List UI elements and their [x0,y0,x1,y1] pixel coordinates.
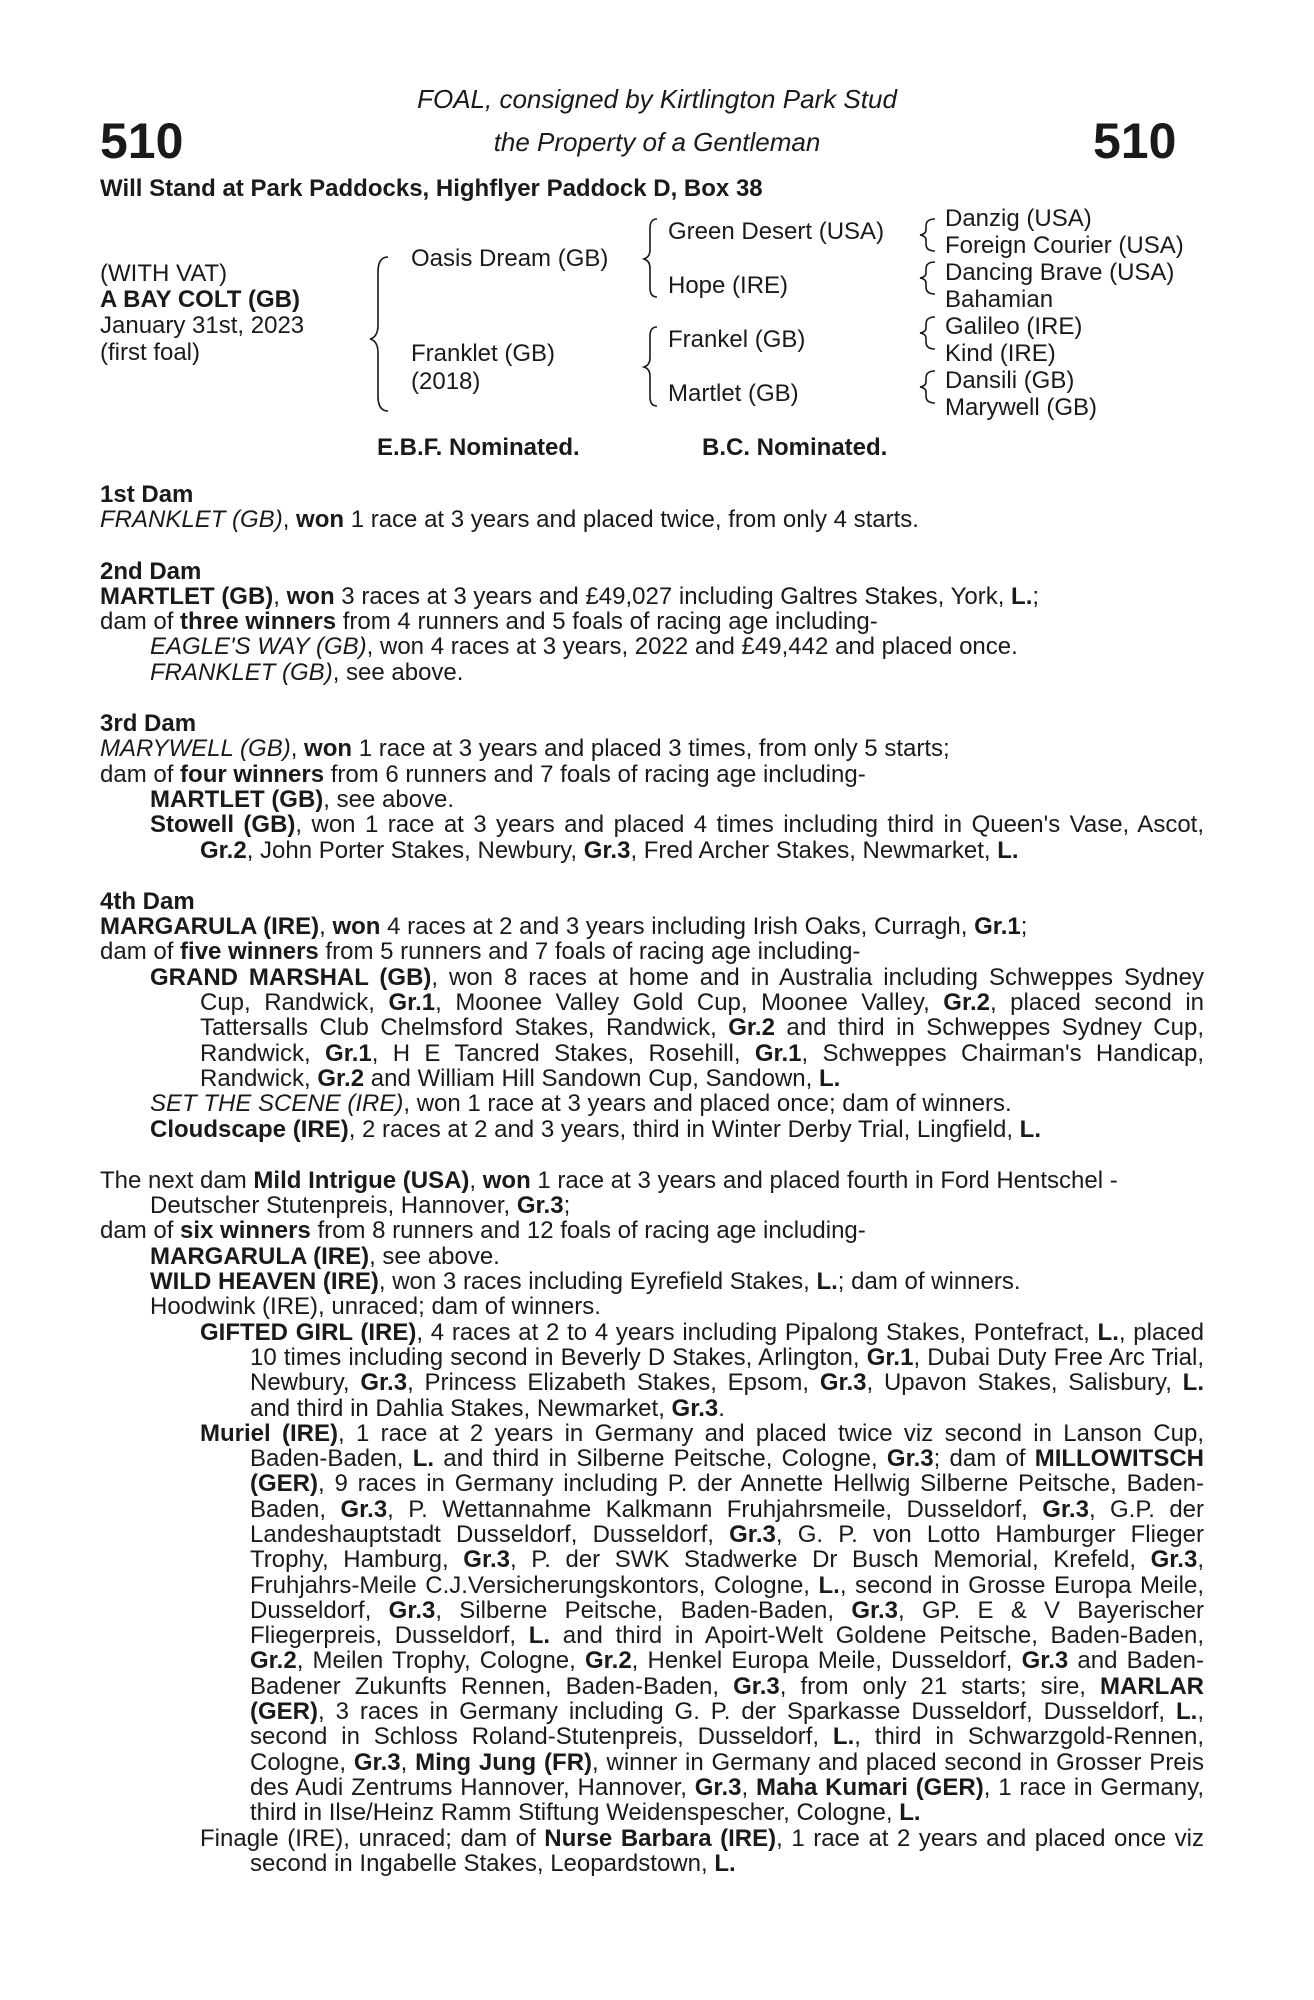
pedigree-sds: Dancing Brave (USA) [945,259,1175,286]
bold-text: won [332,913,381,941]
stand-location: Will Stand at Park Paddocks, Highflyer Paddock D, Box 38 [100,175,763,202]
text-line [100,939,1204,964]
catalogue-body [100,482,1204,1902]
text-run: , second in Grosse Europa Meile, Dusseldorf, [250,1571,1204,1624]
bold-text: L. [1097,1318,1119,1346]
bold-text: Gr.3 [388,1596,436,1624]
text-run: , from only 21 starts; sire, [779,1672,1101,1700]
bold-text: Gr.2 [250,1647,297,1675]
text-run: , Silberne Peitsche, Baden-Baden, [435,1596,852,1624]
bold-text: GRAND MARSHAL (GB) [150,963,432,991]
lot-number-right: 510 [1093,113,1177,169]
text-run: from 5 runners and 7 foals of racing age including- [318,938,861,966]
text-run: , Henkel Europa Meile, Dusseldorf, [631,1647,1022,1675]
next-dam-level2 [100,1320,1204,1877]
bold-text: Gr.2 [317,1064,365,1092]
bold-text: Gr.3 [819,1369,867,1397]
bold-text: Gr.2 [943,989,990,1017]
text-run: , GP. E & V Bayerischer Fliegerpreis, Dusseldorf, [250,1596,1204,1650]
bold-text: L. [1176,1698,1198,1726]
pedigree-dds: Dansili (GB) [945,367,1075,394]
text-run: 1 race at 3 years and placed twice, from only 4 starts. [344,506,919,534]
foal-note: (first foal) [100,339,201,366]
pedigree-ddd: Marywell (GB) [945,394,1098,421]
text-line [100,1244,1204,1269]
bold-text: won [296,506,345,534]
bold-text: six winners [180,1217,311,1245]
text-run: dam of [100,760,181,788]
bold-text: Stowell (GB) [150,811,296,839]
text-line [100,1826,1204,1877]
bold-text: Gr.3 [729,1520,776,1548]
text-run: , G.P. der Landeshauptstadt Dusseldorf, Dusseldorf, [250,1495,1205,1548]
text-run: , see above. [369,1242,500,1270]
pedigree-dsd: Kind (IRE) [945,340,1056,367]
bold-text: L. [816,1268,838,1296]
text-line [100,787,1204,812]
text-run: , Dubai Duty Free Arc Trial, Newbury, [250,1343,1205,1397]
text-run: , placed 10 times including second in Beverly D Stakes, Arlington, [250,1318,1205,1371]
bold-text: Gr.3 [340,1495,388,1523]
text-line [100,1320,1204,1421]
bold-text: L. [528,1622,551,1650]
consignor-line: FOAL, consigned by Kirtlington Park Stud [417,84,897,114]
bold-text: Gr.2 [728,1014,775,1042]
text-run: 3 races at 3 years and £49,027 including Galtres Stakes, York, [334,582,1012,610]
bold-text: Gr.3 [353,1748,401,1776]
bold-text: Gr.1 [325,1039,372,1067]
italic-text: EAGLE'S WAY (GB) [150,633,367,661]
next-dam-dam-of [100,1218,1204,1243]
bold-text: L. [1182,1369,1204,1397]
text-line [100,1117,1204,1142]
third-dam-lines [100,736,1204,787]
text-run: and third in Silberne Peitsche, Cologne, [434,1445,887,1473]
text-line [100,1269,1204,1294]
bold-text: won [304,735,353,763]
bold-text: MARLAR (GER) [250,1672,1204,1726]
bold-text: Maha Kumari (GER) [755,1773,984,1801]
text-run: , [273,582,287,610]
fourth-dam-section [100,889,1204,1142]
bold-text: four winners [180,760,325,788]
second-dam-offspring [100,634,1204,685]
bold-text: L. [1019,1115,1041,1143]
pedigree-sire: Oasis Dream (GB) [411,245,609,272]
text-run: , won 1 race at 3 years and placed 4 times including third in Queen's Vase, Ascot, [295,811,1204,839]
bold-text: Gr.1 [866,1343,914,1371]
text-run: and third in Dahlia Stakes, Newmarket, [250,1394,672,1422]
bold-text: Muriel (IRE) [200,1419,338,1447]
pedigree-sss: Danzig (USA) [945,205,1092,232]
bold-text: MARGARULA (IRE) [100,913,320,941]
bc-nominated: B.C. Nominated. [702,434,888,461]
text-run: and third in Apoirt-Welt Goldene Peitsche, Baden-Baden, [550,1622,1204,1650]
text-run: , 4 races at 2 to 4 years including Pipalong Stakes, Pontefract, [416,1318,1098,1346]
text-run: , P. der SWK Stadwerke Dr Busch Memorial, Krefeld, [510,1546,1151,1574]
text-run: , second in Schloss Roland-Stutenpreis, Dusseldorf, [250,1698,1204,1751]
text-run: , John Porter Stakes, Newbury, [246,836,584,864]
text-run: dam of [100,1217,181,1245]
next-dam-lead [100,1168,1204,1219]
lot-number-left: 510 [100,113,184,169]
bold-text: MARGARULA (IRE) [150,1242,370,1270]
text-run: from 4 runners and 5 foals of racing age including- [336,608,878,636]
text-run: , 2 races at 2 and 3 years, third in Winter Derby Trial, Lingfield, [348,1115,1020,1143]
next-dam-section [100,1168,1204,1876]
text-line [100,634,1204,659]
text-run: dam of [100,938,181,966]
text-line [100,609,1204,634]
bold-text: Gr.3 [463,1546,510,1574]
text-run: ; [1032,582,1040,610]
bold-text: L. [1011,582,1033,610]
bold-text: MARTLET (GB) [100,582,274,610]
text-line [100,965,1204,1091]
pedigree-braces [0,0,1314,440]
bold-text: Cloudscape (IRE) [150,1115,349,1143]
vat-note: (WITH VAT) [100,260,228,287]
bold-text: Gr.3 [851,1596,899,1624]
bold-text: L. [818,1064,841,1092]
bold-text: five winners [180,938,319,966]
text-run: and William Hill Sandown Cup, Sandown, [364,1064,819,1092]
italic-text: FRANKLET (GB) [100,506,283,534]
fourth-dam-offspring [100,965,1204,1142]
text-line [100,762,1204,787]
bold-text: Mild Intrigue (USA) [253,1166,470,1194]
text-run: , see above. [323,785,455,813]
text-run: , won 1 race at 3 years and placed once; dam of winners. [403,1090,1012,1118]
fourth-dam-lines [100,914,1204,965]
first-dam-lines [100,507,1204,532]
text-run: 1 race at 3 years and placed fourth in Ford Hentschel - Deutscher Stutenpreis, Hannover, [150,1166,1118,1220]
text-run: ; [563,1192,571,1220]
bold-text: three winners [180,608,337,636]
pedigree-dam-sire: Frankel (GB) [668,326,806,353]
text-run: ; [1020,913,1028,941]
bold-text: WILD HEAVEN (IRE) [150,1268,379,1296]
bold-text: Gr.1 [974,913,1021,941]
text-run: , Upavon Stakes, Salisbury, [866,1369,1183,1397]
text-run: and third in Schweppes Sydney Cup, Randwick, [200,1014,1204,1067]
text-run: , Fruhjahrs-Meile C.J.Versicherungskontors, Cologne, [250,1546,1204,1599]
foal-dob: January 31st, 2023 [100,312,305,339]
ebf-nominated: E.B.F. Nominated. [377,434,580,461]
text-run: , 1 race at 2 years in Germany and placed twice viz second in Lanson Cup, Baden-Baden, [250,1419,1204,1473]
bold-text: Gr.3 [1021,1647,1069,1675]
text-run: 1 race at 3 years and placed 3 times, from only 5 starts; [352,735,950,763]
bold-text: L. [714,1849,736,1877]
text-line [100,736,1204,761]
second-dam-section [100,559,1204,685]
bold-text: Gr.2 [200,836,247,864]
text-run: , placed second in Tattersalls Club Chelmsford Stakes, Randwick, [200,989,1204,1042]
text-run: , won 8 races at home and in Australia including Schweppes Sydney Cup, Randwick, [200,963,1204,1017]
italic-text: FRANKLET (GB) [150,658,333,686]
text-run: , [290,735,305,763]
bold-text: L. [412,1445,435,1473]
text-line [100,1294,1204,1319]
text-line [100,660,1204,685]
fourth-dam-heading: 4th Dam [100,887,195,915]
bold-text: won [482,1166,531,1194]
pedigree-sire-sire: Green Desert (USA) [668,218,885,245]
pedigree-ssd: Foreign Courier (USA) [945,232,1184,259]
next-dam-level1 [100,1244,1204,1320]
text-run: , Meilen Trophy, Cologne, [296,1647,585,1675]
bold-text: Gr.1 [388,989,436,1017]
text-line [100,584,1204,609]
text-run: Finagle (IRE), unraced; dam of [200,1824,545,1852]
bold-text: L. [818,1571,840,1599]
text-run: , [319,913,333,941]
text-run: , Moonee Valley Gold Cup, Moonee Valley, [435,989,944,1017]
text-run: dam of [100,608,181,636]
property-line: the Property of a Gentleman [493,127,821,157]
text-line [100,812,1204,863]
third-dam-offspring [100,787,1204,863]
bold-text: Gr.1 [754,1039,802,1067]
bold-text: won [286,582,335,610]
text-run: , 3 races in Germany including G. P. der Sparkasse Dusseldorf, Dusseldorf, [318,1698,1176,1726]
pedigree-dam-year: (2018) [411,368,481,395]
text-run: from 8 runners and 12 foals of racing age including- [310,1217,866,1245]
text-run: , [741,1773,756,1801]
text-run: , P. Wettannahme Kalkmann Fruhjahrsmeile, Dusseldorf, [387,1495,1043,1523]
bold-text: Gr.2 [584,1647,632,1675]
bold-text: Gr.3 [886,1445,934,1473]
bold-text: MARTLET (GB) [150,785,324,813]
text-run: , [469,1166,483,1194]
text-run: , Princess Elizabeth Stakes, Epsom, [407,1369,820,1397]
third-dam-section [100,711,1204,863]
pedigree-dam-dam: Martlet (GB) [668,380,799,407]
first-dam-heading: 1st Dam [100,481,194,508]
text-run: ; dam of [933,1445,1035,1473]
text-run: from 6 runners and 7 foals of racing age including- [324,760,866,788]
foal-name: A BAY COLT (GB) [100,286,301,313]
bold-text: Ming Jung (FR) [415,1748,593,1776]
text-run: , Fred Archer Stakes, Newmarket, [630,836,998,864]
italic-text: SET THE SCENE (IRE) [150,1090,404,1118]
bold-text: MILLOWITSCH (GER) [250,1445,1205,1498]
bold-text: Gr.3 [694,1773,742,1801]
text-run: , H E Tancred Stakes, Rosehill, [371,1039,755,1067]
bold-text: Gr.3 [671,1394,719,1422]
text-line [100,1421,1204,1826]
text-run: , 1 race at 2 years and placed once viz second in Ingabelle Stakes, Leopardstown, [250,1824,1204,1877]
text-run: The next dam [100,1166,254,1194]
text-run: , won 3 races including Eyrefield Stakes, [378,1268,817,1296]
text-line [100,914,1204,939]
text-run: , 1 race in Germany, third in Ilse/Heinz Ramm Stiftung Weidenspescher, Cologne, [250,1773,1204,1827]
text-run: . [718,1394,725,1422]
bold-text: Nurse Barbara (IRE) [544,1824,777,1852]
bold-text: Gr.3 [733,1672,780,1700]
text-run: , G. P. von Lotto Hamburger Flieger Trophy, Hamburg, [250,1520,1204,1574]
bold-text: Gr.3 [1042,1495,1089,1523]
text-line [100,507,1204,532]
bold-text: Gr.3 [583,836,631,864]
bold-text: Gr.3 [1150,1546,1198,1574]
bold-text: GIFTED GIRL (IRE) [200,1318,417,1346]
bold-text: Gr.3 [516,1192,564,1220]
pedigree-sdd: Bahamian [945,286,1054,313]
text-run: , [282,506,297,534]
text-run: , Schweppes Chairman's Handicap, Randwick, [200,1039,1204,1092]
third-dam-heading: 3rd Dam [100,710,197,738]
text-run: , winner in Germany and placed second in Grosser Preis des Audi Zentrums Hannover, Hannover, [250,1748,1204,1801]
text-run: , won 4 races at 3 years, 2022 and £49,442 and placed once. [366,633,1018,661]
text-run: 4 races at 2 and 3 years including Irish Oaks, Curragh, [380,913,975,941]
pedigree-dss: Galileo (IRE) [945,313,1083,340]
text-run: , see above. [332,658,464,686]
text-run: Hoodwink (IRE), unraced; dam of winners. [150,1293,601,1321]
text-run: , [400,1748,416,1776]
text-run: and Baden-Badener Zukunfts Rennen, Baden-Baden, [250,1647,1204,1700]
second-dam-heading: 2nd Dam [100,557,202,585]
first-dam-section [100,482,1204,533]
text-run: , 9 races in Germany including P. der Annette Hellwig Silberne Peitsche, Baden-Baden, [250,1470,1204,1523]
text-run: , third in Schwarzgold-Rennen, Cologne, [250,1723,1205,1776]
text-line [100,1091,1204,1116]
bold-text: L. [997,836,1019,864]
second-dam-lines [100,584,1204,635]
bold-text: L. [832,1723,855,1751]
pedigree-sire-dam: Hope (IRE) [668,272,789,299]
pedigree-dam: Franklet (GB) [411,340,556,367]
bold-text: Gr.3 [360,1369,408,1397]
bold-text: L. [899,1799,921,1827]
text-run: ; dam of winners. [837,1268,1021,1296]
italic-text: MARYWELL (GB) [100,735,291,763]
